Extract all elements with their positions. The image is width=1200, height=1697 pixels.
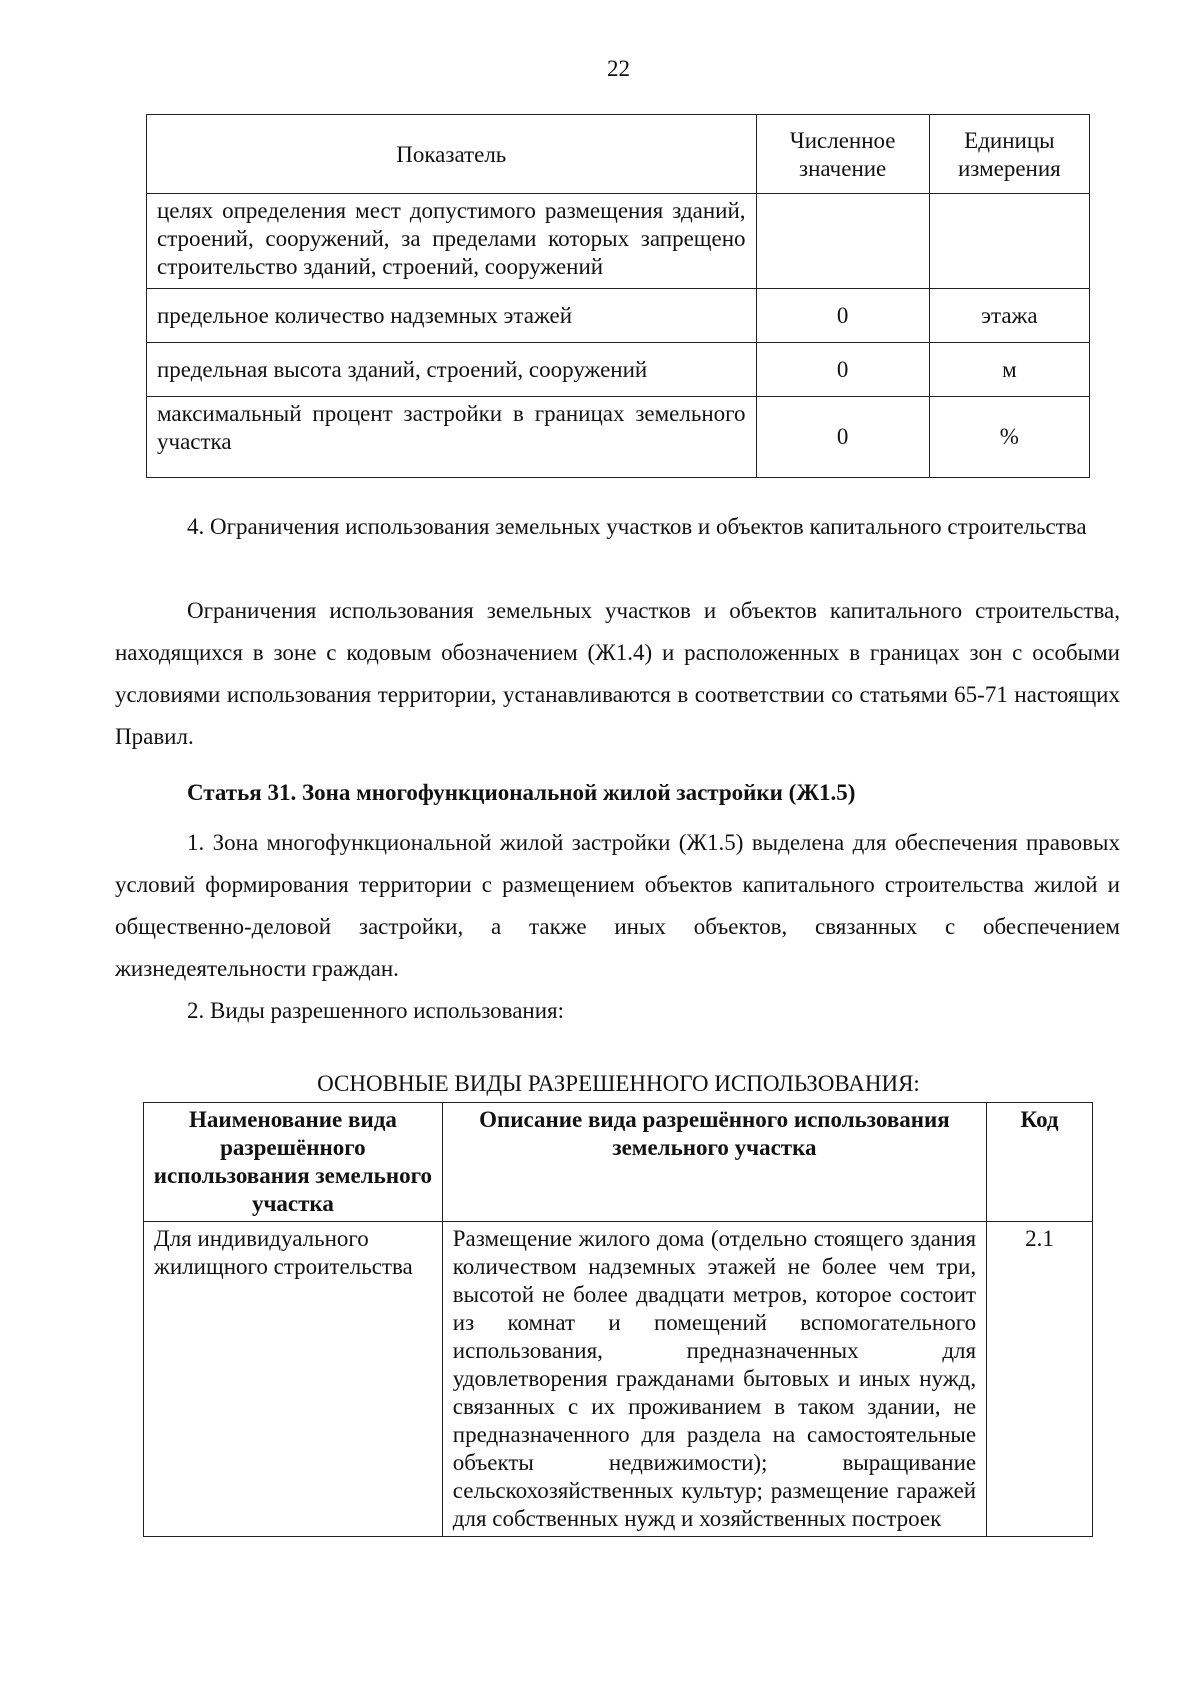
header-code: Код: [987, 1103, 1093, 1222]
table-row: [147, 289, 1090, 343]
article-paragraph-1: 1. Зона многофункциональной жилой застройки (Ж1.5) выделена для обеспечения правовых условий формирования территории с размещением объектов капитального строительства жилой и общественно-деловой застройки, а также иных объектов, связанных с обеспечением жизнедеятельности граждан.: [115, 830, 1120, 981]
value-cell: 0: [756, 343, 929, 397]
table-2-title: ОСНОВНЫЕ ВИДЫ РАЗРЕШЕННОГО ИСПОЛЬЗОВАНИЯ:: [317, 1071, 920, 1096]
unit-cell: %: [929, 397, 1089, 478]
table-row: [147, 194, 1090, 289]
indicators-table: [146, 114, 1090, 478]
unit-cell: м: [929, 343, 1089, 397]
section-4-title: 4. Ограничения использования земельных участков и объектов капитального строительства: [187, 514, 1087, 539]
value-cell: [756, 194, 929, 289]
header-indicator: Показатель: [147, 115, 757, 194]
value-cell: 0: [756, 397, 929, 478]
indicator-cell: максимальный процент застройки в границах земельного участка: [147, 397, 757, 478]
value-cell: 0: [756, 289, 929, 343]
page-number: 22: [607, 56, 630, 81]
article-heading: Статья 31. Зона многофункциональной жилой застройки (Ж1.5): [187, 780, 856, 805]
table-row: [144, 1222, 1093, 1537]
land-use-table: [143, 1102, 1093, 1537]
indicator-cell: предельное количество надземных этажей: [147, 289, 757, 343]
use-description-cell: Размещение жилого дома (отдельно стоящего здания количеством надземных этажей не более чем три, высотой не более двадцати метров, которое состоит из комнат и помещений вспомогательного использования, предназначенных для удовлетворения гражданами бытовых и иных нужд, связанных с их проживанием в таком здании, не предназначенного для раздела на самостоятельные объекты недвижимости); выращивание сельскохозяйственных культур; размещение гаражей для собственных нужд и хозяйственных построек: [442, 1222, 986, 1537]
section-4-text: Ограничения использования земельных участков и объектов капитального строительства, находящихся в зоне с кодовым обозначением (Ж1.4) и расположенных в границах зон с особыми условиями использования территории, устанавливаются в соответствии со статьями 65-71 настоящих Правил.: [115, 598, 1120, 749]
table-row: [147, 397, 1090, 478]
header-value: Численное значение: [756, 115, 929, 194]
use-name-cell: Для индивидуального жилищного строительства: [144, 1222, 443, 1537]
article-paragraph-2: 2. Виды разрешенного использования:: [187, 998, 564, 1023]
header-description: Описание вида разрешённого использования земельного участка: [442, 1103, 986, 1222]
unit-cell: этажа: [929, 289, 1089, 343]
header-unit: Единицы измерения: [929, 115, 1089, 194]
unit-cell: [929, 194, 1089, 289]
header-name: Наименование вида разрешённого использования земельного участка: [144, 1103, 443, 1222]
table-header-row: [147, 115, 1090, 194]
table-row: [147, 343, 1090, 397]
indicator-cell: предельная высота зданий, строений, сооружений: [147, 343, 757, 397]
use-code-cell: 2.1: [987, 1222, 1093, 1537]
indicator-cell: целях определения мест допустимого размещения зданий, строений, сооружений, за пределами которых запрещено строительство зданий, строений, сооружений: [147, 194, 757, 289]
table-header-row: [144, 1103, 1093, 1222]
